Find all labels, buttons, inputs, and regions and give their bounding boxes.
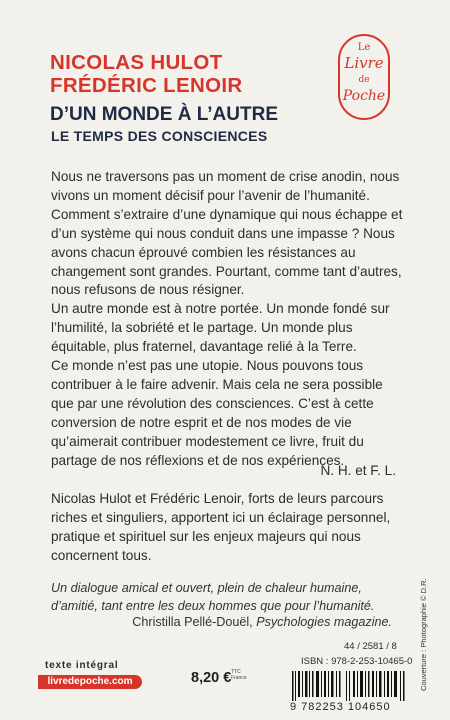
press-quote-source xyxy=(132,615,392,629)
author-name: FRÉDÉRIC LENOIR xyxy=(50,74,243,97)
barcode-number: 9 782253 104650 xyxy=(290,701,391,713)
press-quote: Un dialogue amical et ouvert, plein de chaleur humaine, d’amitié, tant entre les deux hommes que pour l’humanité. xyxy=(51,581,375,613)
blurb-text xyxy=(51,168,403,471)
author-name: NICOLAS HULOT xyxy=(50,51,223,74)
book-subtitle: LE TEMPS DES CONSCIENCES xyxy=(51,128,268,144)
quote-publication: Psychologies magazine. xyxy=(256,615,392,629)
about-authors: Nicolas Hulot et Frédéric Lenoir, forts de leurs parcours riches et singuliers, apportent ici un éclairage personnel, pratique et spirituel sur les enjeux majeurs qui nous concernent tous. xyxy=(51,491,391,563)
signature: N. H. et F. L. xyxy=(320,463,396,478)
blurb-paragraph: Un autre monde est à notre portée. Un monde fondé sur l’humilité, la sobriété et le partage. Un monde plus équitable, plus fraternel, davantage relié à la Terre. xyxy=(51,301,390,355)
catalog-code: 44 / 2581 / 8 xyxy=(344,641,397,652)
publisher-logo: Le Livre de Poche xyxy=(338,34,390,120)
book-title: D’UN MONDE À L’AUTRE xyxy=(50,104,278,125)
price-note: TTC France xyxy=(231,669,247,681)
blurb-paragraph: Nous ne traversons pas un moment de crise anodin, nous vivons un moment décisif pour l’avenir de l’humanité. Comment s’extraire d’une dynamique qui nous échappe et d’un système qui nous conduit dans une impasse ? Nous avons chacun éprouvé combien les résistances au changement sont grandes. Pourtant, comme tant d’autres, nous refusons de nous résigner. xyxy=(51,169,403,298)
authors xyxy=(50,51,242,97)
texte-integral-label: texte intégral xyxy=(45,660,119,671)
blurb-paragraph: Ce monde n’est pas une utopie. Nous pouvons tous contribuer à le faire advenir. Mais cela ne sera possible que par une révolution des consciences. C’est à cette conversion de notre esprit et de nos modes de vie qu’aimerait contribuer modestement ce livre, fruit du partage de nos réflexions et de nos expériences. xyxy=(51,358,383,468)
quote-author: Christilla Pellé-Douël, xyxy=(132,615,253,629)
price: 8,20 € xyxy=(191,670,232,686)
isbn: ISBN : 978-2-253-10465-0 xyxy=(301,656,413,667)
barcode-icon xyxy=(290,671,410,701)
website-label: livredepoche.com xyxy=(38,675,142,689)
